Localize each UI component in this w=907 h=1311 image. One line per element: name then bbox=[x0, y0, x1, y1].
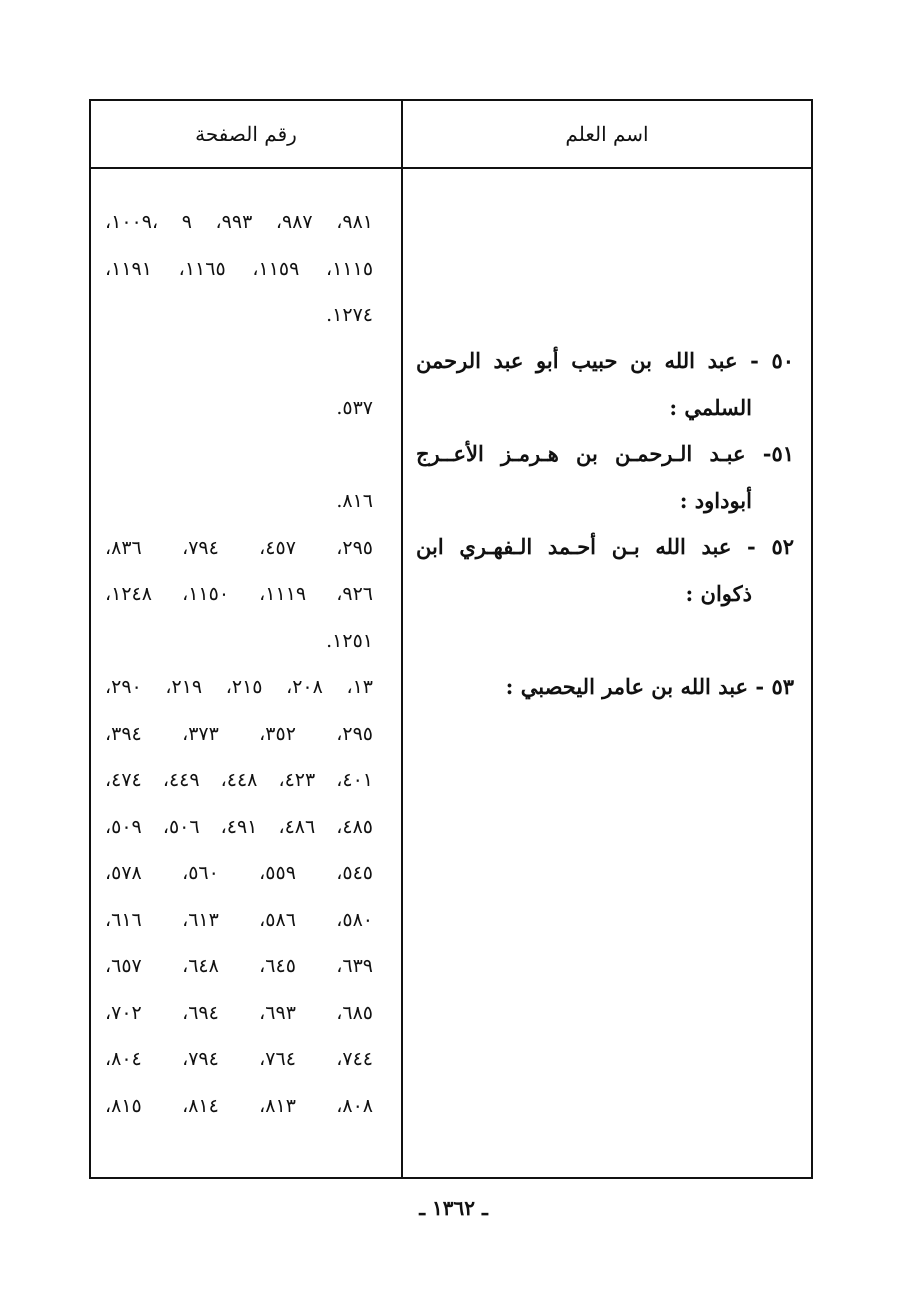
page-line: ٨٠٨، ٨١٣، ٨١٤، ٨١٥، bbox=[105, 1094, 373, 1117]
page-line: ٦٨٥، ٦٩٣، ٦٩٤، ٧٠٢، bbox=[105, 1001, 373, 1024]
page-numbers-column bbox=[105, 199, 373, 1129]
name-spacer bbox=[416, 617, 794, 664]
page-line: ٥٨٠، ٥٨٦، ٦١٣، ٦١٦، bbox=[105, 908, 373, 931]
page-line: ٥٣٧. bbox=[336, 397, 373, 419]
table-header-row bbox=[91, 101, 811, 169]
page-line: ٢٩٥، ٣٥٢، ٣٧٣، ٣٩٤، bbox=[105, 722, 373, 745]
index-table bbox=[89, 99, 813, 1179]
page-line: ٩٨١، ٩٨٧، ٩٩٣، ٩ ،١٠٠٩، bbox=[105, 211, 373, 233]
name-entry-51-cont: أبوداود : bbox=[679, 487, 752, 513]
name-entry-51: ٥١- عبـد الـرحمـن بن هـرمـز الأعــرج bbox=[416, 441, 794, 466]
page-line: ٤٨٥، ٤٨٦، ٤٩١، ٥٠٦، ٥٠٩، bbox=[105, 815, 374, 838]
page-line: ٨١٦. bbox=[336, 490, 373, 512]
page-number: ـ ١٣٦٢ ـ bbox=[419, 1196, 488, 1220]
name-entry-50-cont: السلمي : bbox=[669, 394, 752, 420]
name-entry-52-cont: ذكوان : bbox=[685, 580, 752, 606]
name-entry-53: ٥٣ - عبد الله بن عامر اليحصبي : bbox=[505, 673, 794, 699]
page-line: ١١١٥، ١١٥٩، ١١٦٥، ١١٩١، bbox=[105, 257, 374, 280]
page-line: ٦٣٩، ٦٤٥، ٦٤٨، ٦٥٧، bbox=[105, 955, 373, 977]
header-page-number: رقم الصفحة bbox=[195, 122, 297, 146]
page-line: ٢٩٥، ٤٥٧، ٧٩٤، ٨٣٦، bbox=[105, 536, 373, 559]
page-line: ٩٢٦، ١١١٩، ١١٥٠، ١٢٤٨، bbox=[105, 583, 373, 605]
name-entry-50: ٥٠ - عبد الله بن حبيب أبو عبد الرحمن bbox=[416, 348, 794, 373]
page-line bbox=[105, 339, 373, 386]
name-entry-52: ٥٢ - عبد الله بـن أحـمد الـفهـري ابن bbox=[416, 534, 794, 559]
page-line bbox=[105, 432, 373, 479]
names-column bbox=[416, 338, 794, 710]
header-name: اسم العلم bbox=[565, 122, 649, 146]
page-line: ٤٠١، ٤٢٣، ٤٤٨، ٤٤٩، ٤٧٤، bbox=[105, 769, 374, 791]
page-line: ١٢٥١. bbox=[326, 629, 373, 652]
page-line: ١٣، ٢٠٨، ٢١٥، ٢١٩، ٢٩٠، bbox=[105, 676, 373, 698]
page-line: ٧٤٤، ٧٦٤، ٧٩٤، ٨٠٤، bbox=[105, 1048, 373, 1070]
page-line: ٥٤٥، ٥٥٩، ٥٦٠، ٥٧٨، bbox=[105, 862, 373, 884]
column-divider bbox=[401, 101, 403, 1177]
page-line: ١٢٧٤. bbox=[326, 304, 373, 326]
